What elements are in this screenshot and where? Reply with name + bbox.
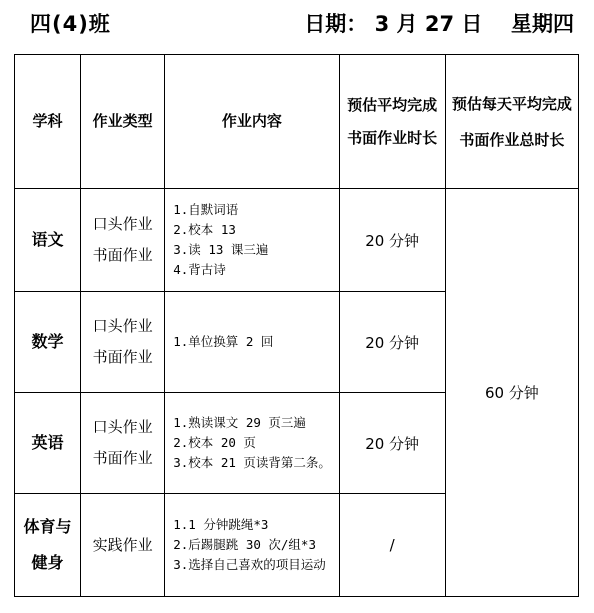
- subject-cell: 数学: [15, 292, 81, 393]
- estimate-cell: 20 分钟: [339, 292, 445, 393]
- content-item: 1.熟读课文 29 页三遍: [173, 415, 306, 430]
- weekday: 星期四: [511, 12, 574, 36]
- type-cell: [81, 292, 165, 393]
- header-estimate: [339, 55, 445, 189]
- type-cell: [81, 393, 165, 494]
- date-label: 日期：: [304, 12, 368, 36]
- header-subject: 学科: [15, 55, 81, 189]
- table-header-row: [15, 55, 579, 189]
- content-item: 1.自默词语: [173, 202, 239, 217]
- subject-line: 健身: [31, 553, 64, 572]
- content-item: 1.单位换算 2 回: [173, 334, 274, 349]
- content-item: 3.读 13 课三遍: [173, 242, 269, 257]
- type-item: 口头作业: [92, 215, 153, 233]
- content-item: 2.校本 20 页: [173, 435, 256, 450]
- subject-line: 体育与: [23, 517, 72, 536]
- estimate-cell: /: [339, 494, 445, 597]
- type-item: 口头作业: [92, 418, 153, 436]
- type-item: 书面作业: [92, 449, 153, 467]
- content-cell: [165, 189, 339, 292]
- subject-cell: 语文: [15, 189, 81, 292]
- date-value: 3 月 27 日: [374, 12, 483, 36]
- content-cell: [165, 292, 339, 393]
- class-title: 四(4)班: [30, 12, 111, 36]
- estimate-cell: 20 分钟: [339, 393, 445, 494]
- type-item: 实践作业: [92, 535, 153, 554]
- type-item: 书面作业: [92, 246, 153, 264]
- type-item: 口头作业: [92, 317, 153, 335]
- table-row: [15, 189, 579, 292]
- header-content: 作业内容: [165, 55, 339, 189]
- type-item: 书面作业: [92, 348, 153, 366]
- content-item: 2.校本 13: [173, 222, 236, 237]
- header-total-text: 预估每天平均完成书面作业总时长: [451, 94, 572, 149]
- subject-cell: 英语: [15, 393, 81, 494]
- type-cell: [81, 494, 165, 597]
- content-item: 3.校本 21 页读背第二条。: [173, 455, 331, 470]
- header-type: 作业类型: [81, 55, 165, 189]
- date-line: [304, 8, 574, 38]
- content-item: 2.后踢腿跳 30 次/组*3: [173, 537, 316, 552]
- content-item: 1.1 分钟跳绳*3: [173, 517, 269, 532]
- estimate-cell: 20 分钟: [339, 189, 445, 292]
- content-item: 4.背古诗: [173, 262, 226, 277]
- content-item: 3.选择自己喜欢的项目运动: [173, 557, 326, 572]
- header-estimate-text: 预估平均完成书面作业时长: [347, 95, 438, 147]
- header-total: [445, 55, 578, 189]
- content-cell: [165, 494, 339, 597]
- content-cell: [165, 393, 339, 494]
- type-cell: [81, 189, 165, 292]
- total-cell: 60 分钟: [445, 189, 578, 597]
- homework-table: [14, 54, 579, 597]
- subject-cell: [15, 494, 81, 597]
